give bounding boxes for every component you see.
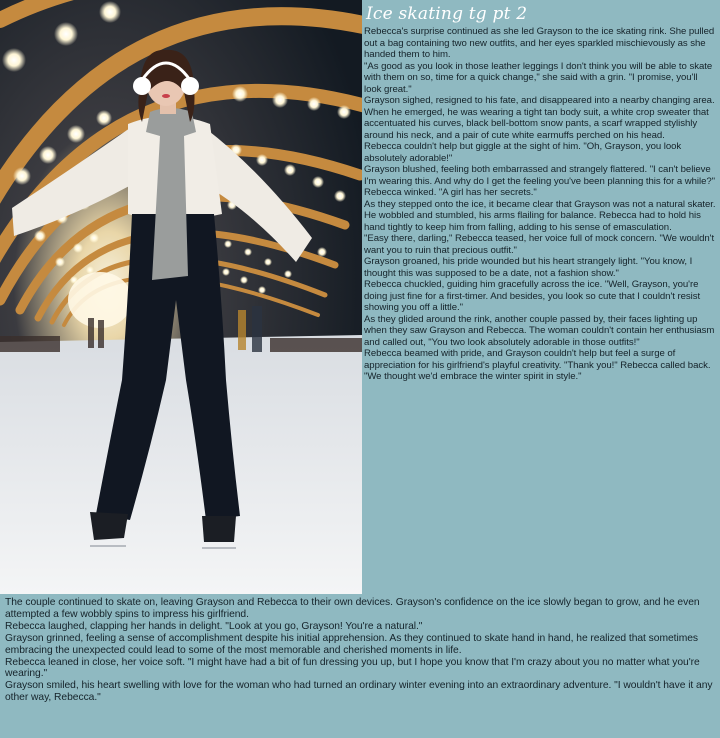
story-paragraph: "Easy there, darling," Rebecca teased, her voice full of mock concern. "We wouldn't want you to ruin that precious outfit." xyxy=(364,233,715,256)
story-paragraph: Grayson grinned, feeling a sense of accomplishment despite his initial apprehension. As they continued to skate hand in hand, he realized that sometimes embracing the unexpected could lead to some of the most memorable and cherished moments in life. xyxy=(5,632,699,656)
story-paragraph: Rebecca's surprise continued as she led Grayson to the ice skating rink. She pulled out a bag containing two new outfits, and her eyes sparkled mischievously as she handed them to him. xyxy=(364,26,715,60)
story-paragraph: Rebecca laughed, clapping her hands in delight. "Look at you go, Grayson! You're a natural." xyxy=(5,620,423,632)
story-paragraph: As they glided around the rink, another couple passed by, their faces lighting up when they saw Grayson and Rebecca. The woman couldn't contain her enthusiasm and called out, "You two look absolutely adorable in those outfits!" xyxy=(364,313,715,348)
story-paragraph: As they stepped onto the ice, it became clear that Grayson was not a natural skater. He wobbled and stumbled, his arms flailing for balance. Rebecca had to hold his hand tightly to keep him from falling, adding to his sense of emasculation. xyxy=(364,198,716,233)
skating-photo xyxy=(0,0,362,594)
story-paragraph: "As good as you look in those leather leggings I don't think you will be able to skate with them on so, time for a quick change," she said with a grin. "I promise, you'll look great." xyxy=(364,60,713,95)
story-paragraph: Rebecca leaned in close, her voice soft. "I might have had a bit of fun dressing you up, but I hope you know that I'm crazy about you no matter what you're wearing." xyxy=(5,656,700,680)
story-paragraph: Grayson smiled, his heart swelling with love for the woman who had turned an ordinary winter evening into an extraordinary adventure. "I wouldn't have it any other way, Rebecca." xyxy=(5,680,713,704)
story-paragraph: Rebecca winked. "A girl has her secrets." xyxy=(364,187,537,198)
story-paragraph: Grayson blushed, feeling both embarrassed and strangely flattered. "I can't believe I'm wearing this. And why do I get the feeling you've been planning this for a while?" xyxy=(364,164,716,187)
story-paragraph: Rebecca beamed with pride, and Grayson couldn't help but feel a surge of appreciation for his girlfriend's playful creativity. "Thank you!" Rebecca called back. "We thought we'd embrace the winter spirit in style." xyxy=(364,348,711,382)
story-title: Ice skating tg pt 2 xyxy=(366,4,528,24)
story-paragraph: Rebecca couldn't help but giggle at the sight of him. "Oh, Grayson, you look absolutely adorable!" xyxy=(364,141,682,164)
story-side-column xyxy=(364,4,716,383)
story-bottom-section xyxy=(5,597,715,704)
story-paragraph: The couple continued to skate on, leaving Grayson and Rebecca to their own devices. Grayson's confidence on the ice slowly began to grow, and he even attempted a few wobbly spins to impress his girlfriend. xyxy=(5,597,700,620)
story-paragraph: Grayson groaned, his pride wounded but his heart strangely light. "You know, I thought this was supposed to be a date, not a fashion show." xyxy=(364,256,693,279)
story-paragraph: Grayson sighed, resigned to his fate, and disappeared into a nearby changing area. When he emerged, he was wearing a tight tan body suit, a white crop sweater that accentuated his curves, black bell-bottom snow pants, a scarf wrapped stylishly around his neck, and a pair of cute white earmuffs perched on his head. xyxy=(364,95,715,141)
story-paragraph: Rebecca chuckled, guiding him gracefully across the ice. "Well, Grayson, you're doing just fine for a first-timer. And besides, you look so cute that I couldn't resist showing you off a little." xyxy=(364,279,701,313)
